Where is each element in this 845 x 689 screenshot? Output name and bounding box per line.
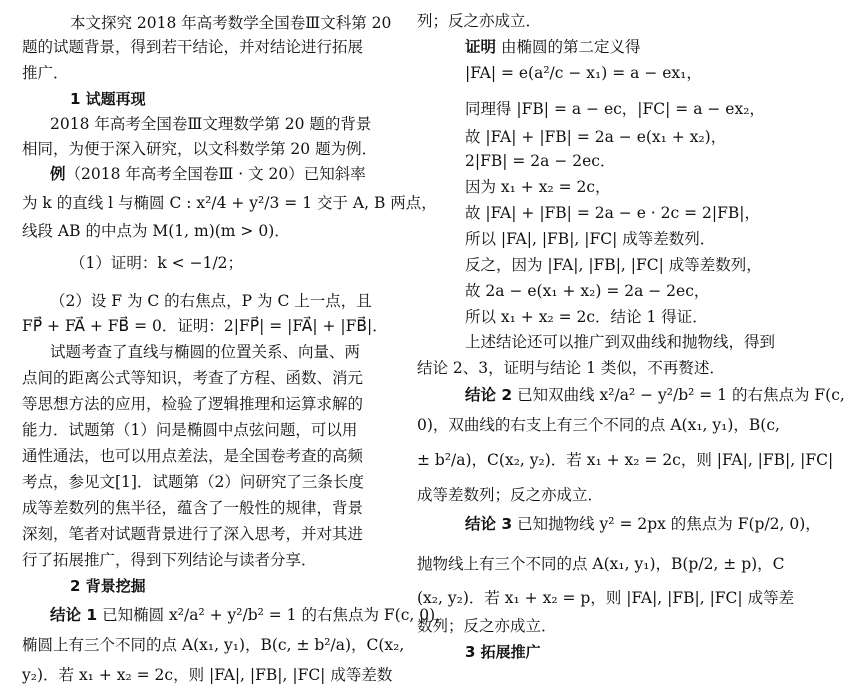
text-line [50, 163, 366, 185]
text-line [417, 10, 541, 32]
text-line [465, 176, 611, 198]
line-text: 所以 x₁ + x₂ = 2c．结论 1 得证． [465, 308, 708, 326]
line-text: 本文探究 2018 年高考数学全国卷Ⅲ文科第 20 [70, 14, 392, 32]
text-line [22, 367, 363, 389]
line-text: 反之，因为 |FA|, |FB|, |FC| 成等差数列， [465, 256, 762, 274]
line-text: 成等差数列；反之亦成立． [417, 486, 604, 504]
section-heading [465, 641, 541, 663]
text-line [22, 220, 290, 242]
line-text: 因为 x₁ + x₂ = 2c， [465, 178, 611, 196]
text-line [50, 113, 371, 135]
text-line [465, 36, 640, 58]
text-line [70, 12, 391, 34]
line-text: 通性通法，也可以用点差法，是全国卷考查的高频 [22, 447, 364, 465]
line-text: 线段 AB 的中点为 M(1, m)(m > 0)． [22, 222, 290, 240]
line-text: 深刻，笔者对试题背景进行了深入思考，并对其进 [22, 525, 364, 543]
section-heading [70, 88, 146, 110]
text-line [417, 449, 833, 471]
text-line [22, 315, 388, 337]
text-line [22, 138, 377, 160]
line-text: （2018 年高考全国卷Ⅲ · 文 20）已知斜率 [65, 165, 366, 183]
text-line [417, 615, 557, 637]
line-text: 上述结论还可以推广到双曲线和抛物线，得到 [465, 333, 776, 351]
line-text: 由椭圆的第二定义得 [496, 38, 641, 56]
text-line [22, 497, 363, 519]
line-text: 1 试题再现 [70, 90, 146, 108]
line-text: 已知双曲线 x²/a² − y²/b² = 1 的右焦点为 F(c, [512, 386, 845, 404]
text-line [465, 254, 762, 276]
line-text: 椭圆上有三个不同的点 A(x₁, y₁)，B(c, ± b²/a)，C(x₂, [22, 636, 405, 654]
text-line [465, 280, 709, 302]
text-line [22, 549, 317, 571]
line-text: y₂)．若 x₁ + x₂ = 2c，则 |FA|, |FB|, |FC| 成等差数 [22, 666, 393, 684]
text-line [417, 414, 780, 436]
text-line [50, 604, 451, 626]
text-line [417, 587, 794, 609]
line-text: 2018 年高考全国卷Ⅲ文理数学第 20 题的背景 [50, 115, 372, 133]
text-line [465, 228, 715, 250]
line-text: 推广． [22, 64, 69, 82]
line-text: 点间的距离公式等知识，考查了方程、函数、消元 [22, 369, 364, 387]
lead-label: 例 [50, 165, 66, 183]
line-text: 能力．试题第（1）问是椭圆中点弦问题，可以用 [22, 421, 358, 439]
line-text: 相同，为便于深入研究，以文科数学第 20 题为例． [22, 140, 378, 158]
line-text: 试题考查了直线与椭圆的位置关系、向量、两 [50, 343, 361, 361]
line-text: （1）证明：k < −1/2； [70, 254, 244, 272]
text-line [417, 484, 603, 506]
text-line [417, 553, 785, 575]
line-text: ± b²/a)，C(x₂, y₂)．若 x₁ + x₂ = 2c，则 |FA|, |FB|, |FC| [417, 451, 834, 469]
text-line [22, 62, 69, 84]
line-text: 结论 2、3，证明与结论 1 类似，不再赘述． [417, 359, 725, 377]
text-line [22, 192, 437, 214]
text-line [50, 290, 372, 312]
line-text: 成等差数列的焦半径，蕴含了一般性的规律，背景 [22, 499, 364, 517]
text-line [465, 98, 765, 120]
text-line [22, 36, 363, 58]
lead-label: 结论 1 [50, 606, 98, 624]
line-text: 数列；反之亦成立． [417, 617, 557, 635]
line-text: 等思想方法的应用，检验了逻辑推理和运算求解的 [22, 395, 364, 413]
text-line [22, 471, 364, 493]
text-line [465, 150, 615, 172]
text-line [465, 384, 845, 406]
line-text: 3 拓展推广 [465, 643, 541, 661]
line-text: 2|FB| = 2a − 2ec． [465, 152, 616, 170]
line-text: |FA| = e(a²/c − x₁) = a − ex₁， [465, 64, 702, 82]
text-line [22, 664, 392, 686]
line-text: 0)，双曲线的右支上有三个不同的点 A(x₁, y₁)，B(c, [417, 416, 780, 434]
text-line [50, 341, 360, 363]
line-text: 2 背景挖掘 [70, 577, 146, 595]
text-line [465, 202, 760, 224]
line-text: 列；反之亦成立． [417, 12, 542, 30]
line-text: 同理得 |FB| = a − ec，|FC| = a − ex₂， [465, 100, 765, 118]
line-text: 故 |FA| + |FB| = 2a − e · 2c = 2|FB|， [465, 204, 760, 222]
text-line [465, 126, 726, 148]
line-text: 抛物线上有三个不同的点 A(x₁, y₁)，B(p/2, ± p)，C [417, 555, 785, 573]
lead-label: 结论 3 [465, 515, 513, 533]
line-text: （2）设 F 为 C 的右焦点，P 为 C 上一点，且 [50, 292, 372, 310]
line-text: 考点，参见文[1]．试题第（2）问研究了三条长度 [22, 473, 364, 491]
section-heading [70, 575, 146, 597]
text-line [465, 331, 775, 353]
line-text: FP⃗ + FA⃗ + FB⃗ = 0．证明：2|FP⃗| = |FA⃗| + |FB⃗|． [22, 317, 388, 335]
text-line [22, 523, 363, 545]
line-text: 行了拓展推广，得到下列结论与读者分享． [22, 551, 317, 569]
line-text: 为 k 的直线 l 与椭圆 C : x²/4 + y²/3 = 1 交于 A, B 两点， [22, 194, 437, 212]
line-text: 故 2a − e(x₁ + x₂) = 2a − 2ec， [465, 282, 710, 300]
line-text: 故 |FA| + |FB| = 2a − e(x₁ + x₂)， [465, 128, 727, 146]
line-text: 题的试题背景，得到若干结论，并对结论进行拓展 [22, 38, 364, 56]
line-text: 所以 |FA|, |FB|, |FC| 成等差数列． [465, 230, 716, 248]
text-line [22, 419, 357, 441]
text-line [22, 634, 404, 656]
text-line [22, 445, 363, 467]
text-line [465, 62, 702, 84]
line-text: 已知椭圆 x²/a² + y²/b² = 1 的右焦点为 F(c, 0)， [97, 606, 451, 624]
text-line [465, 513, 821, 535]
text-line [417, 357, 725, 379]
line-text: 已知抛物线 y² = 2px 的焦点为 F(p/2, 0)， [512, 515, 821, 533]
text-line [22, 393, 363, 415]
lead-label: 证明 [465, 38, 497, 56]
line-text: (x₂, y₂)．若 x₁ + x₂ = p，则 |FA|, |FB|, |FC| 成等差 [417, 589, 795, 607]
text-line [70, 252, 243, 274]
text-line [465, 306, 708, 328]
lead-label: 结论 2 [465, 386, 513, 404]
